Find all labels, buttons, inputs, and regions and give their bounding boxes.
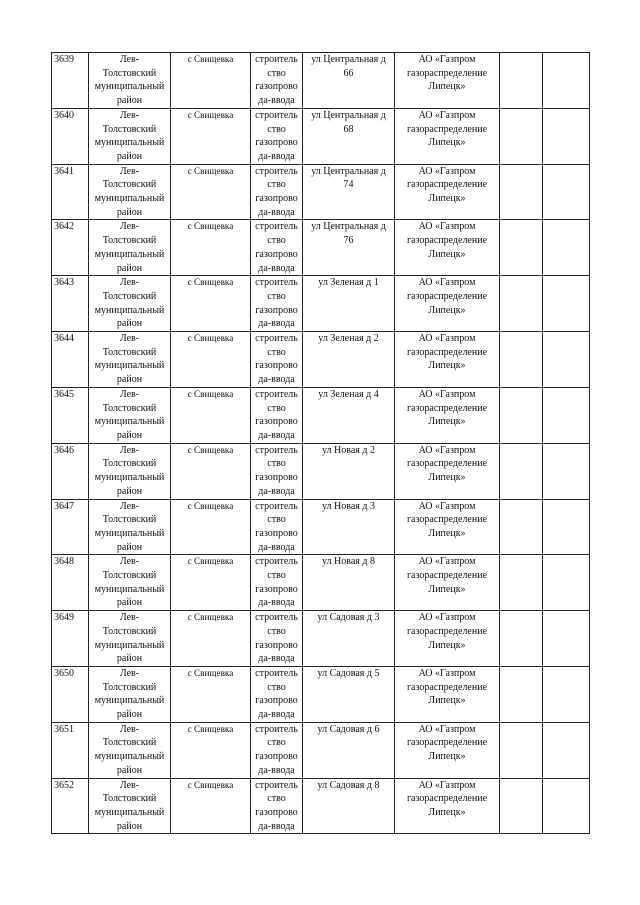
- work-type-cell: строитель ство газопрово да-ввода: [251, 276, 303, 332]
- empty-cell: [500, 220, 543, 276]
- work-type-cell: строитель ство газопрово да-ввода: [251, 499, 303, 555]
- address-cell: ул Садовая д 3: [303, 611, 395, 667]
- work-type-cell: строитель ство газопрово да-ввода: [251, 443, 303, 499]
- row-number: 3640: [52, 108, 89, 164]
- table-row: [52, 611, 590, 667]
- organization-cell: АО «Газпром газораспределение Липецк»: [395, 332, 500, 388]
- row-number: 3644: [52, 332, 89, 388]
- work-type-cell: строитель ство газопрово да-ввода: [251, 611, 303, 667]
- work-type-cell: строитель ство газопрово да-ввода: [251, 778, 303, 834]
- locality-cell: с Свищевка: [171, 387, 251, 443]
- table-row: [52, 555, 590, 611]
- locality-cell: с Свищевка: [171, 443, 251, 499]
- address-cell: ул Новая д 3: [303, 499, 395, 555]
- empty-cell: [543, 53, 590, 109]
- empty-cell: [543, 108, 590, 164]
- row-number: 3642: [52, 220, 89, 276]
- table-row: [52, 53, 590, 109]
- row-number: 3639: [52, 53, 89, 109]
- row-number: 3651: [52, 722, 89, 778]
- district-cell: Лев- Толстовский муниципальный район: [89, 499, 171, 555]
- district-cell: Лев- Толстовский муниципальный район: [89, 778, 171, 834]
- row-number: 3649: [52, 611, 89, 667]
- empty-cell: [543, 722, 590, 778]
- organization-cell: АО «Газпром газораспределение Липецк»: [395, 778, 500, 834]
- row-number: 3645: [52, 387, 89, 443]
- address-cell: ул Центральная д 74: [303, 164, 395, 220]
- empty-cell: [543, 220, 590, 276]
- table-row: [52, 778, 590, 834]
- district-cell: Лев- Толстовский муниципальный район: [89, 332, 171, 388]
- address-cell: ул Зеленая д 1: [303, 276, 395, 332]
- empty-cell: [543, 276, 590, 332]
- table-row: [52, 164, 590, 220]
- locality-cell: с Свищевка: [171, 53, 251, 109]
- address-cell: ул Садовая д 8: [303, 778, 395, 834]
- empty-cell: [500, 53, 543, 109]
- empty-cell: [543, 332, 590, 388]
- organization-cell: АО «Газпром газораспределение Липецк»: [395, 220, 500, 276]
- locality-cell: с Свищевка: [171, 108, 251, 164]
- district-cell: Лев- Толстовский муниципальный район: [89, 53, 171, 109]
- locality-cell: с Свищевка: [171, 499, 251, 555]
- empty-cell: [500, 666, 543, 722]
- district-cell: Лев- Толстовский муниципальный район: [89, 722, 171, 778]
- row-number: 3641: [52, 164, 89, 220]
- table-row: [52, 108, 590, 164]
- empty-cell: [500, 164, 543, 220]
- row-number: 3643: [52, 276, 89, 332]
- table-row: [52, 666, 590, 722]
- address-cell: ул Новая д 8: [303, 555, 395, 611]
- locality-cell: с Свищевка: [171, 220, 251, 276]
- table-row: [52, 276, 590, 332]
- work-type-cell: строитель ство газопрово да-ввода: [251, 220, 303, 276]
- organization-cell: АО «Газпром газораспределение Липецк»: [395, 164, 500, 220]
- empty-cell: [500, 555, 543, 611]
- work-type-cell: строитель ство газопрово да-ввода: [251, 666, 303, 722]
- empty-cell: [500, 499, 543, 555]
- organization-cell: АО «Газпром газораспределение Липецк»: [395, 499, 500, 555]
- district-cell: Лев- Толстовский муниципальный район: [89, 164, 171, 220]
- work-type-cell: строитель ство газопрово да-ввода: [251, 164, 303, 220]
- locality-cell: с Свищевка: [171, 332, 251, 388]
- organization-cell: АО «Газпром газораспределение Липецк»: [395, 443, 500, 499]
- address-cell: ул Зеленая д 2: [303, 332, 395, 388]
- locality-cell: с Свищевка: [171, 778, 251, 834]
- table-row: [52, 220, 590, 276]
- empty-cell: [500, 443, 543, 499]
- address-cell: ул Садовая д 5: [303, 666, 395, 722]
- empty-cell: [500, 387, 543, 443]
- row-number: 3650: [52, 666, 89, 722]
- work-type-cell: строитель ство газопрово да-ввода: [251, 53, 303, 109]
- empty-cell: [500, 722, 543, 778]
- empty-cell: [500, 778, 543, 834]
- work-type-cell: строитель ство газопрово да-ввода: [251, 108, 303, 164]
- empty-cell: [500, 108, 543, 164]
- table-row: [52, 722, 590, 778]
- table-row: [52, 332, 590, 388]
- address-cell: ул Новая д 2: [303, 443, 395, 499]
- table-row: [52, 499, 590, 555]
- empty-cell: [543, 164, 590, 220]
- organization-cell: АО «Газпром газораспределение Липецк»: [395, 108, 500, 164]
- table-row: [52, 443, 590, 499]
- district-cell: Лев- Толстовский муниципальный район: [89, 108, 171, 164]
- organization-cell: АО «Газпром газораспределение Липецк»: [395, 555, 500, 611]
- empty-cell: [543, 499, 590, 555]
- address-cell: ул Центральная д 76: [303, 220, 395, 276]
- table-row: [52, 387, 590, 443]
- organization-cell: АО «Газпром газораспределение Липецк»: [395, 387, 500, 443]
- locality-cell: с Свищевка: [171, 164, 251, 220]
- district-cell: Лев- Толстовский муниципальный район: [89, 387, 171, 443]
- row-number: 3646: [52, 443, 89, 499]
- locality-cell: с Свищевка: [171, 722, 251, 778]
- empty-cell: [543, 443, 590, 499]
- address-cell: ул Садовая д 6: [303, 722, 395, 778]
- locality-cell: с Свищевка: [171, 666, 251, 722]
- empty-cell: [543, 555, 590, 611]
- row-number: 3647: [52, 499, 89, 555]
- empty-cell: [500, 276, 543, 332]
- work-type-cell: строитель ство газопрово да-ввода: [251, 387, 303, 443]
- organization-cell: АО «Газпром газораспределение Липецк»: [395, 666, 500, 722]
- address-cell: ул Зеленая д 4: [303, 387, 395, 443]
- table-body: [52, 53, 590, 834]
- district-cell: Лев- Толстовский муниципальный район: [89, 276, 171, 332]
- district-cell: Лев- Толстовский муниципальный район: [89, 443, 171, 499]
- district-cell: Лев- Толстовский муниципальный район: [89, 220, 171, 276]
- organization-cell: АО «Газпром газораспределение Липецк»: [395, 611, 500, 667]
- district-cell: Лев- Толстовский муниципальный район: [89, 555, 171, 611]
- gas-pipeline-register-table: [51, 52, 590, 834]
- district-cell: Лев- Толстовский муниципальный район: [89, 666, 171, 722]
- work-type-cell: строитель ство газопрово да-ввода: [251, 555, 303, 611]
- district-cell: Лев- Толстовский муниципальный район: [89, 611, 171, 667]
- empty-cell: [500, 332, 543, 388]
- locality-cell: с Свищевка: [171, 555, 251, 611]
- empty-cell: [500, 611, 543, 667]
- work-type-cell: строитель ство газопрово да-ввода: [251, 332, 303, 388]
- empty-cell: [543, 611, 590, 667]
- empty-cell: [543, 778, 590, 834]
- organization-cell: АО «Газпром газораспределение Липецк»: [395, 722, 500, 778]
- empty-cell: [543, 387, 590, 443]
- work-type-cell: строитель ство газопрово да-ввода: [251, 722, 303, 778]
- empty-cell: [543, 666, 590, 722]
- address-cell: ул Центральная д 68: [303, 108, 395, 164]
- locality-cell: с Свищевка: [171, 611, 251, 667]
- organization-cell: АО «Газпром газораспределение Липецк»: [395, 53, 500, 109]
- address-cell: ул Центральная д 66: [303, 53, 395, 109]
- row-number: 3652: [52, 778, 89, 834]
- locality-cell: с Свищевка: [171, 276, 251, 332]
- row-number: 3648: [52, 555, 89, 611]
- organization-cell: АО «Газпром газораспределение Липецк»: [395, 276, 500, 332]
